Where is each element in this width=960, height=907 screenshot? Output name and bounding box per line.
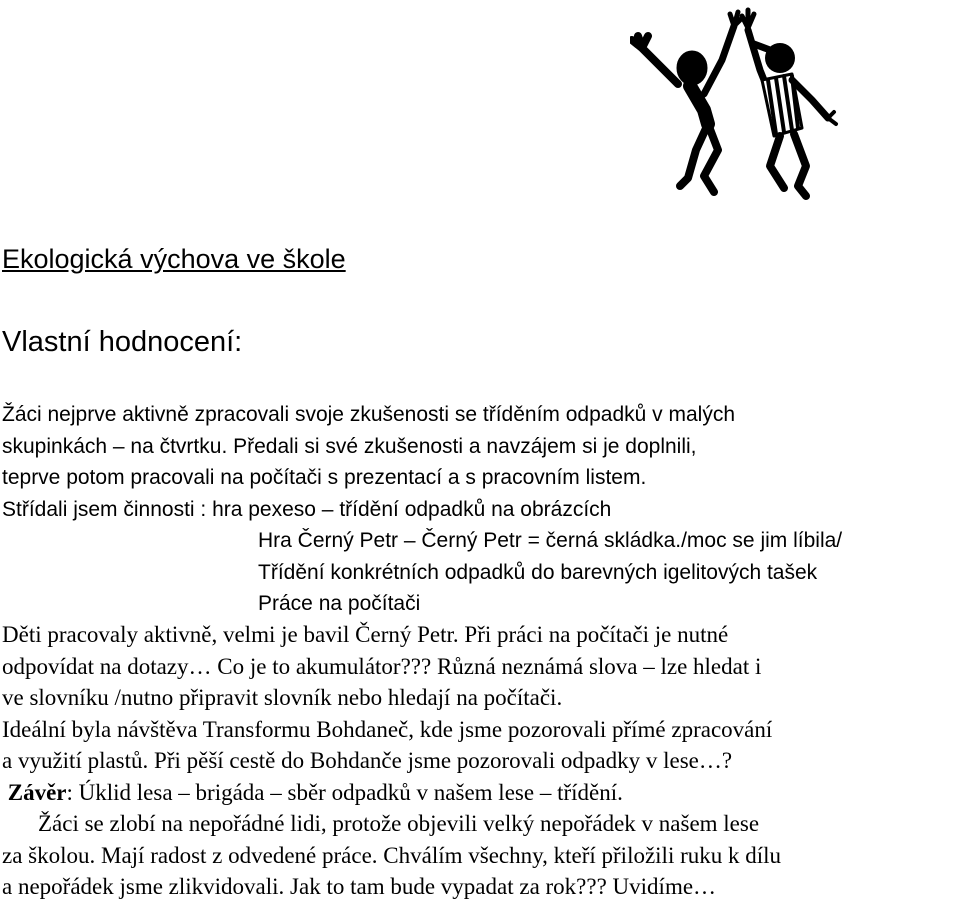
text-line: teprve potom pracovali na počítači s prezentací a s pracovním listem. — [2, 466, 647, 489]
conclusion-text: : Úklid lesa – brigáda – sběr odpadků v našem lese – třídění. — [66, 779, 623, 805]
text-line: Žáci nejprve aktivně zpracovali svoje zkušenosti se tříděním odpadků v malých — [2, 403, 736, 426]
activities-paragraph — [2, 399, 842, 620]
dancing-figures-clipart — [630, 0, 840, 205]
text-line: Žáci se zlobí na nepořádné lidi, protože objevili velký nepořádek v našem lese — [38, 811, 760, 836]
activity-item: Třídění konkrétních odpadků do barevných igelitových tašek — [258, 560, 818, 584]
text-line: za školou. Mají radost z odvedené práce. Chválím všechny, kteří přiložili ruku k dílu — [2, 842, 782, 868]
text-line: a využití plastů. Při pěší cestě do Bohdanče jsme pozorovali odpadky v lese…? — [2, 748, 733, 773]
text-line: ve slovníku /nutno připravit slovník nebo hledají na počítači. — [2, 685, 563, 710]
evaluation-paragraph — [2, 619, 781, 903]
document-subtitle: Vlastní hodnocení: — [2, 326, 243, 358]
text-line: Děti pracovaly aktivně, velmi je bavil Černý Petr. Při práci na počítači je nutné — [2, 622, 729, 647]
left-figure-icon — [632, 12, 742, 192]
text-line: Ideální byla návštěva Transformu Bohdaneč, kde jsme pozorovali přímé zpracování — [2, 716, 773, 742]
document-title: Ekologická výchova ve škole — [2, 244, 346, 274]
activity-item: Hra Černý Petr – Černý Petr = černá skládka./moc se jim líbila/ — [258, 529, 843, 552]
activity-item: Práce na počítači — [258, 592, 421, 615]
text-line: skupinkách – na čtvrtku. Předali si své zkušenosti a navzájem si je doplnili, — [2, 434, 697, 458]
conclusion-line — [2, 777, 781, 809]
right-figure-icon — [742, 10, 836, 196]
conclusion-label: Závěr — [7, 779, 67, 805]
text-line: odpovídat na dotazy… Co je to akumulátor??? Různá neznámá slova – lze hledat i — [2, 653, 762, 679]
text-line: a nepořádek jsme zlikvidovali. Jak to tam bude vypadat za rok??? Uvidíme… — [2, 874, 717, 899]
text-line: Střídali jsem činnosti : hra pexeso – třídění odpadků na obrázcích — [2, 497, 612, 521]
